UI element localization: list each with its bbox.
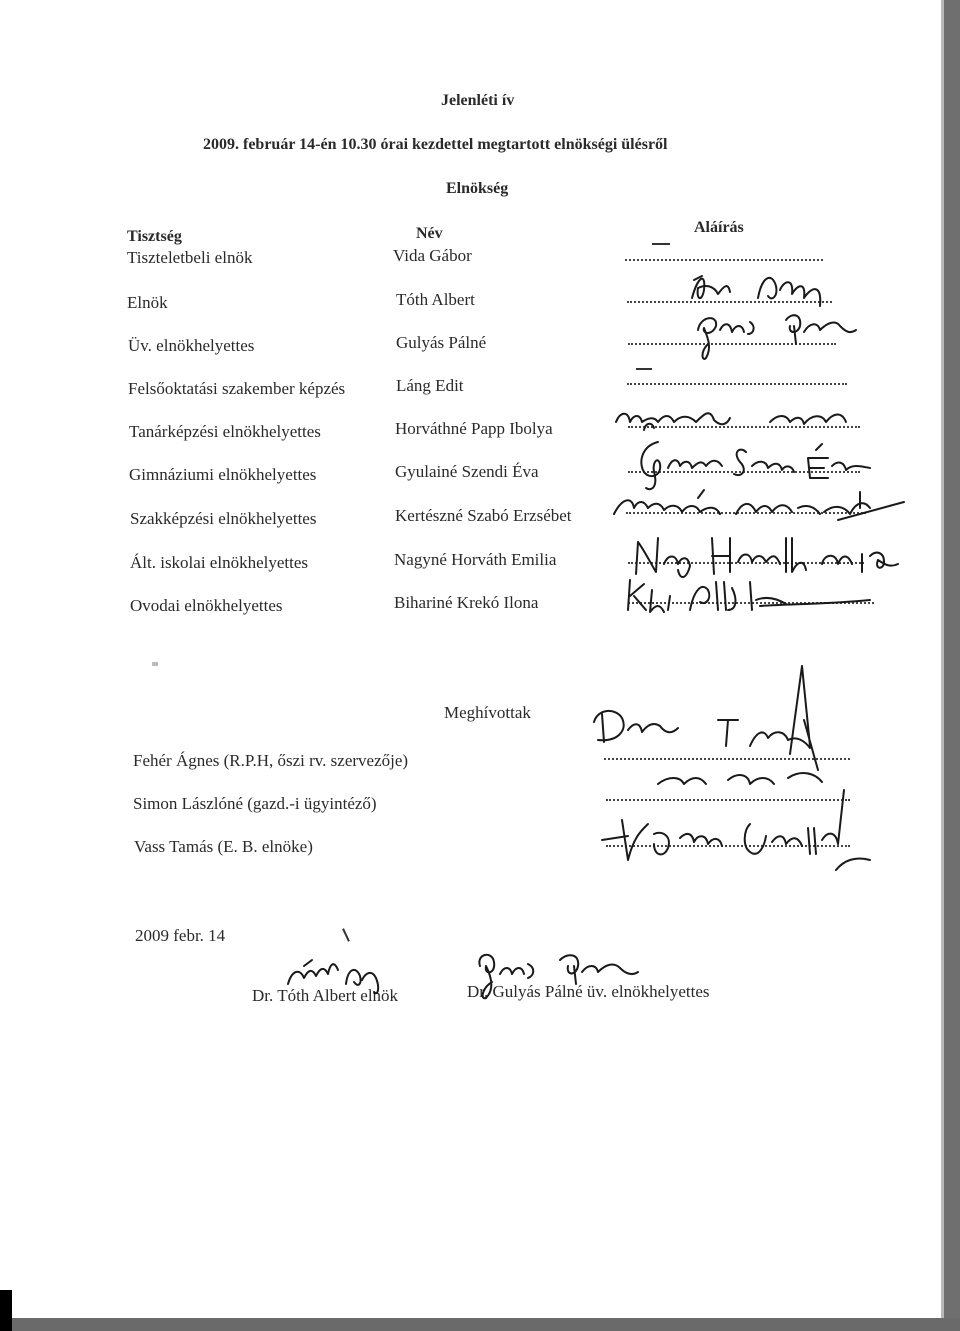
member-position: Tanárképzési elnökhelyettes (129, 422, 321, 441)
document-subtitle: 2009. február 14-én 10.30 órai kezdettel megtartott elnökségi ülésről (203, 136, 668, 153)
member-name: Vida Gábor (393, 246, 472, 265)
member-name: Nagyné Horváth Emilia (394, 550, 557, 569)
member-name: Kertészné Szabó Erzsébet (395, 506, 572, 525)
column-header-name: Név (416, 225, 443, 242)
member-position: Elnök (127, 293, 168, 312)
guest-entry: Simon Lászlóné (gazd.-i ügyintéző) (133, 794, 377, 813)
scan-edge (0, 1290, 12, 1331)
member-position: Üv. elnökhelyettes (128, 336, 255, 355)
member-position: Gimnáziumi elnökhelyettes (129, 465, 317, 484)
scan-edge (0, 1318, 960, 1331)
member-name: Gulyás Pálné (396, 333, 487, 352)
member-position: Ovodai elnökhelyettes (130, 596, 283, 615)
handwritten-signature (620, 570, 880, 620)
member-name: Láng Edit (396, 376, 464, 395)
signature-line (627, 383, 847, 385)
member-position: Szakképzési elnökhelyettes (130, 509, 317, 528)
member-name: Tóth Albert (396, 290, 475, 309)
member-name: Horváthné Papp Ibolya (395, 419, 553, 438)
guest-entry: Vass Tamás (E. B. elnöke) (134, 837, 313, 856)
handwritten-signature (608, 478, 908, 528)
document-date: 2009 febr. 14 (135, 926, 226, 945)
member-position: Ált. iskolai elnökhelyettes (130, 553, 308, 572)
invited-heading: Meghívottak (444, 703, 531, 722)
document-title: Jelenléti ív (441, 92, 515, 109)
signature-line (625, 259, 823, 261)
guest-entry: Fehér Ágnes (R.P.H, őszi rv. szervezője) (133, 751, 409, 770)
signer-left-name: Dr. Tóth Albert elnök (252, 986, 399, 1005)
dash-mark (636, 368, 652, 370)
member-name: Gyulainé Szendi Éva (395, 462, 539, 481)
handwritten-signature (690, 300, 860, 360)
handwritten-signature (588, 660, 878, 890)
scan-speck (152, 662, 158, 666)
column-header-signature: Aláírás (694, 219, 744, 236)
signer-right-name: Dr. Gulyás Pálné üv. elnökhelyettes (467, 982, 710, 1001)
column-header-position: Tisztség (127, 228, 182, 245)
handwritten-signature (282, 940, 382, 996)
dash-mark (652, 243, 670, 245)
handwritten-signature (470, 944, 640, 1000)
scan-edge (944, 0, 960, 1331)
section-heading: Elnökség (446, 180, 509, 197)
member-position: Felsőoktatási szakember képzés (128, 379, 346, 398)
member-name: Bihariné Krekó Ilona (394, 593, 539, 612)
member-position: Tiszteletbeli elnök (127, 248, 253, 267)
